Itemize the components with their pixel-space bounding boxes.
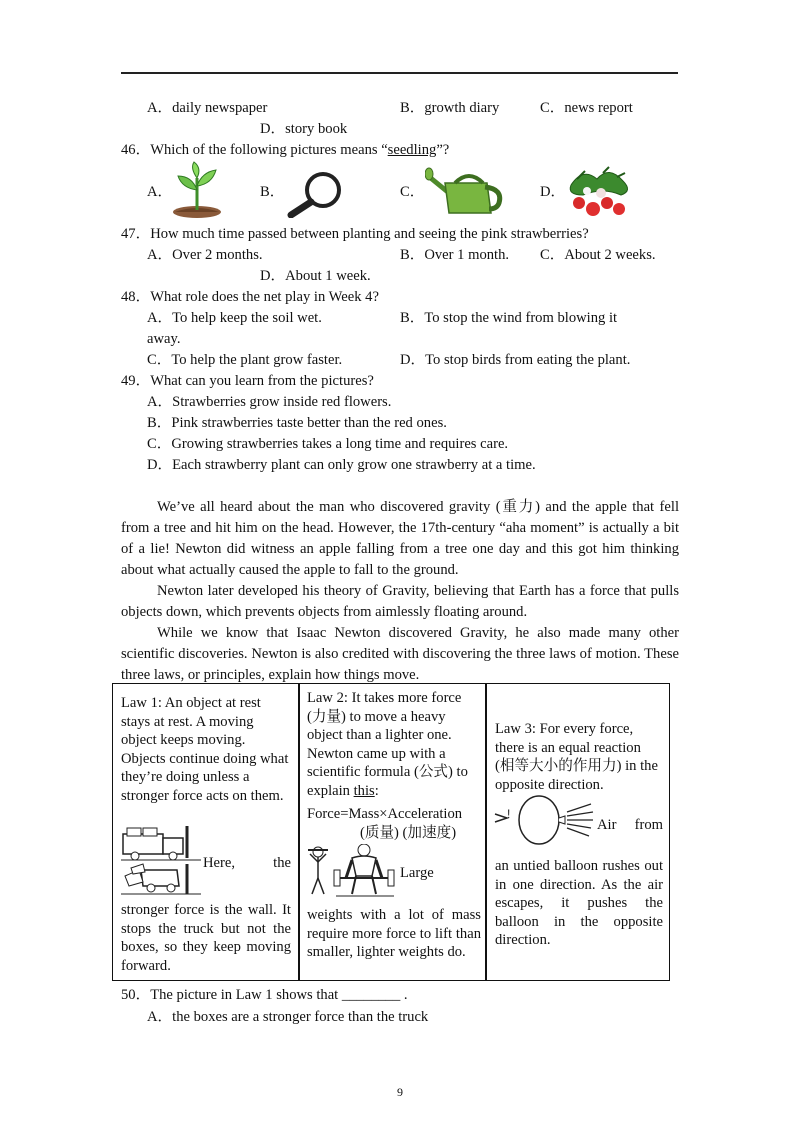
q47-stem: 47．How much time passed between planting and seeing the pink strawberries? xyxy=(121,226,589,242)
q48-option-a[interactable]: A．To help keep the soil wet. xyxy=(147,310,322,326)
q50-stem: 50．The picture in Law 1 shows that ________ . xyxy=(121,987,408,1003)
passage-paragraph-2: Newton later developed his theory of Gravity, believing that Earth has a force that pulls objects down, which prevents objects from aimlessly floating around. xyxy=(121,583,679,620)
laws-table xyxy=(112,683,670,981)
weightlifter-icon xyxy=(306,844,396,900)
q49-option-c[interactable]: C．Growing strawberries takes a long time and requires care. xyxy=(147,436,509,452)
law-2-inline: Large xyxy=(400,865,434,881)
q47-option-c[interactable]: C．About 2 weeks. xyxy=(540,247,656,263)
q49-stem: 49．What can you learn from the pictures? xyxy=(121,373,374,389)
q48-option-b[interactable]: B．To stop the wind from blowing it xyxy=(400,310,618,326)
seedling-icon[interactable] xyxy=(172,160,222,218)
q46-stem: 46．Which of the following pictures means “seedling”? xyxy=(121,142,450,158)
law-3-text: Law 3: For every force, there is an equal reaction (相等大小的作用力) in the opposite direction. xyxy=(495,721,658,793)
law-1-cell xyxy=(113,684,298,980)
q49-option-d[interactable]: D．Each strawberry plant can only grow one strawberry at a time. xyxy=(147,457,536,473)
passage-paragraph-3: While we know that Isaac Newton discovered Gravity, he also made many other scientific discoveries. Newton is also credited with discovering the three laws of motion. These three laws, or principles, explain how things move. xyxy=(121,625,679,683)
q48-option-c[interactable]: C．To help the plant grow faster. xyxy=(147,352,343,368)
law-2-gloss: (质量) (加速度) xyxy=(360,825,457,841)
q48-option-b-cont[interactable]: away. xyxy=(147,331,181,347)
q45-option-c[interactable]: C．news report xyxy=(540,100,633,116)
law-2-text: Law 2: It takes more force (力量) to move a heavy object than a lighter one. Newton came up with a scientific formula (公式) to explain this: xyxy=(307,690,468,799)
law-2-explanation: weights with a lot of mass require more force to lift than smaller, lighter weights do. xyxy=(307,907,481,961)
q46-option-c[interactable]: C． xyxy=(400,184,425,200)
svg-text:!: ! xyxy=(507,807,511,821)
law-3-explanation: an untied balloon rushes out in one direction. As the air escapes, it pushes the balloon in the opposite direction. xyxy=(495,858,663,949)
page-number: 9 xyxy=(397,1085,403,1099)
balloon-icon xyxy=(493,794,597,850)
strawberry-plant-icon[interactable] xyxy=(563,165,633,219)
q46-option-b[interactable]: B． xyxy=(260,184,285,200)
q48-option-d[interactable]: D．To stop birds from eating the plant. xyxy=(400,352,631,368)
header-rule xyxy=(121,72,678,74)
q46-option-a[interactable]: A． xyxy=(147,184,173,200)
q48-stem: 48．What role does the net play in Week 4? xyxy=(121,289,379,305)
magnifier-icon[interactable] xyxy=(285,170,347,218)
q47-option-b[interactable]: B．Over 1 month. xyxy=(400,247,510,263)
law-2-formula: Force=Mass×Acceleration xyxy=(307,806,463,822)
q47-option-d[interactable]: D．About 1 week. xyxy=(260,268,371,284)
law-1-inline: Here, the xyxy=(203,855,291,871)
q45-option-d[interactable]: D．story book xyxy=(260,121,348,137)
passage-paragraph-1: We’ve all heard about the man who discovered gravity (重力) and the apple that fell from a tree and hit him on the head. However, the 17th-century “aha moment” is actually a bit of a lie! Newton did witness an apple falling from a tree one day and this got him thinking about what actually caused the apple to fall to the ground. xyxy=(121,499,679,578)
q49-option-b[interactable]: B．Pink strawberries taste better than the red ones. xyxy=(147,415,447,431)
q50-option-a[interactable]: A．the boxes are a stronger force than the truck xyxy=(147,1009,429,1025)
truck-crash-icon xyxy=(121,824,201,898)
law-1-explanation: stronger force is the wall. It stops the truck but not the boxes, so they keep moving forward. xyxy=(121,902,291,974)
q45-option-a[interactable]: A．daily newspaper xyxy=(147,100,268,116)
law-3-cell xyxy=(487,684,669,980)
law-2-cell xyxy=(300,684,485,980)
q46-keyword: seedling xyxy=(387,142,437,158)
law-1-text: Law 1: An object at rest stays at rest. A moving object keeps moving. Objects continue doing what they’re doing unless a stronger force acts on them. xyxy=(121,695,289,804)
q47-option-a[interactable]: A．Over 2 months. xyxy=(147,247,263,263)
q46-option-d[interactable]: D． xyxy=(540,184,566,200)
q45-option-b[interactable]: B．growth diary xyxy=(400,100,500,116)
law-3-inline: Air from xyxy=(597,817,663,833)
watering-can-icon[interactable] xyxy=(425,165,505,217)
q49-option-a[interactable]: A．Strawberries grow inside red flowers. xyxy=(147,394,392,410)
